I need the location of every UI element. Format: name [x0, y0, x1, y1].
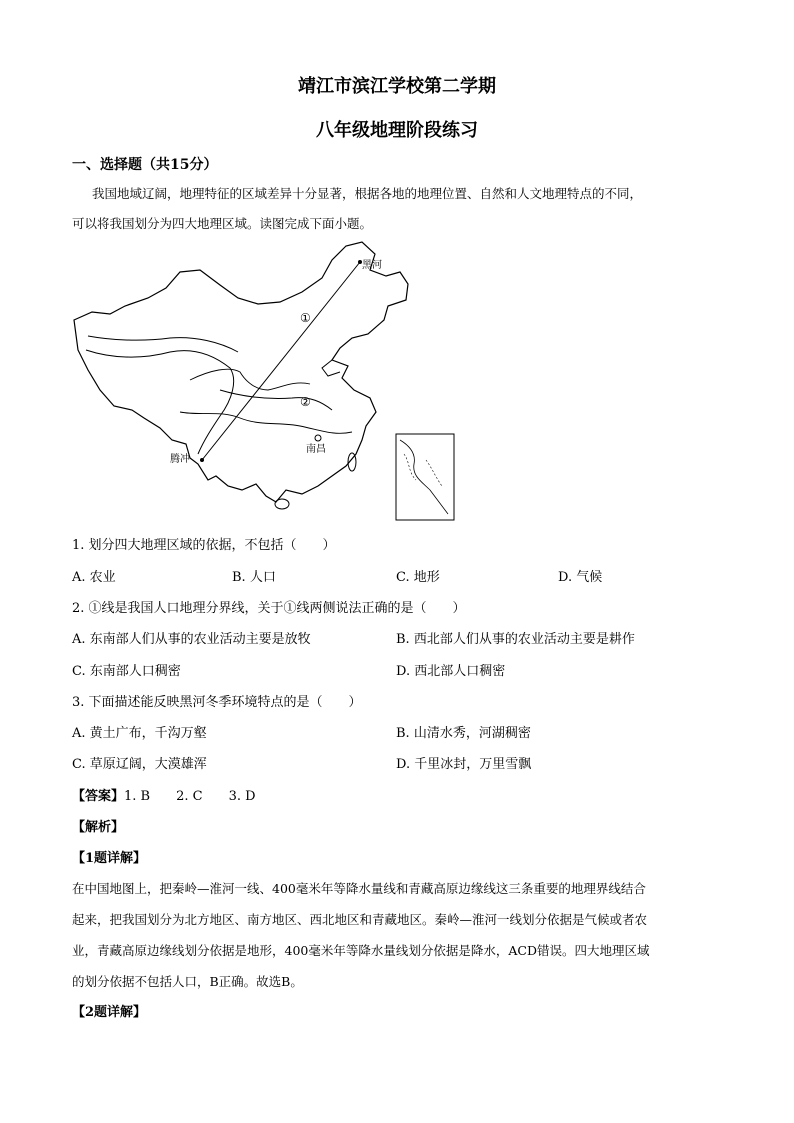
china-region-map [70, 240, 470, 525]
question-1-option-c: C. 地形 [396, 570, 440, 585]
question-3-option-b: B. 山清水秀，河湖稠密 [396, 726, 531, 741]
qinghai-tibet-edge-line [86, 350, 234, 454]
doc-title-line1: 靖江市滨江学校第二学期 [298, 76, 496, 97]
question-3-option-d: D. 千里冰封，万里雪飘 [396, 757, 532, 772]
q1-detail-line-1: 在中国地图上，把秦岭—淮河一线、400毫米年等降水量线和青藏高原边缘线这三条重要的地理界线结合 [72, 881, 646, 896]
section-heading: 一、选择题（共15分） [72, 157, 218, 173]
intro-line-1: 我国地域辽阔，地理特征的区域差异十分显著，根据各地的地理位置、自然和人文地理特点的不同， [92, 186, 643, 201]
question-3-option-a: A. 黄土广布，千沟万壑 [72, 726, 207, 741]
doc-title-line2: 八年级地理阶段练习 [316, 120, 478, 141]
nanchang-marker [315, 435, 321, 441]
china-map-svg [70, 240, 470, 525]
q1-detail-line-4: 的划分依据不包括人口，B正确。故选B。 [72, 974, 303, 989]
nanchang-label: 南昌 [306, 444, 326, 455]
south-china-sea-inset [396, 434, 454, 520]
question-2-stem: 2. ①线是我国人口地理分界线，关于①线两侧说法正确的是（ ） [72, 601, 466, 616]
yellow-river [190, 369, 310, 390]
question-2-option-b: B. 西北部人们从事的农业活动主要是耕作 [396, 632, 635, 647]
analysis-tag: 【解析】 [72, 820, 125, 835]
tengchong-marker [200, 458, 204, 462]
answer-text: 1. B 2. C 3. D [124, 789, 256, 804]
question-2-option-d: D. 西北部人口稠密 [396, 664, 506, 679]
question-1-option-a: A. 农业 [72, 570, 116, 585]
question-2-option-a: A. 东南部人们从事的农业活动主要是放牧 [72, 632, 311, 647]
northwest-boundary-line [88, 336, 238, 352]
hainan-island [275, 499, 289, 509]
line1-label: ① [300, 311, 311, 325]
line2-label: ② [300, 395, 311, 409]
q1-detail-line-2: 起来，把我国划分为北方地区、南方地区、西北地区和青藏地区。秦岭—淮河一线划分依据是气候或者农 [72, 912, 648, 927]
question-1-stem: 1. 划分四大地理区域的依据，不包括（ ） [72, 538, 336, 553]
answer-line [72, 787, 256, 807]
question-3-stem: 3. 下面描述能反映黑河冬季环境特点的是（ ） [72, 695, 362, 710]
yangtze-river [180, 412, 352, 433]
q2-detail-tag: 【2题详解】 [72, 1005, 147, 1020]
heihe-label: 黑河 [362, 260, 382, 271]
q1-detail-line-3: 业，青藏高原边缘线划分依据是地形，400毫米年等降水量线划分依据是降水，ACD错误。四大地理区域 [72, 943, 650, 958]
china-outline [74, 242, 408, 502]
inset-islands [404, 454, 442, 486]
inset-coast [400, 440, 448, 514]
qinling-huaihe-line [220, 390, 332, 410]
intro-line-2: 可以将我国划分为四大地理区域。读图完成下面小题。 [72, 216, 373, 231]
question-1-option-d: D. 气候 [558, 570, 603, 585]
question-3-option-c: C. 草原辽阔，大漠雄浑 [72, 757, 207, 772]
q1-detail-tag: 【1题详解】 [72, 851, 147, 866]
question-2-option-c: C. 东南部人口稠密 [72, 664, 181, 679]
tengchong-label: 腾冲 [170, 454, 190, 465]
question-1-option-b: B. 人口 [232, 570, 276, 585]
answer-tag: 【答案】 [72, 789, 125, 804]
